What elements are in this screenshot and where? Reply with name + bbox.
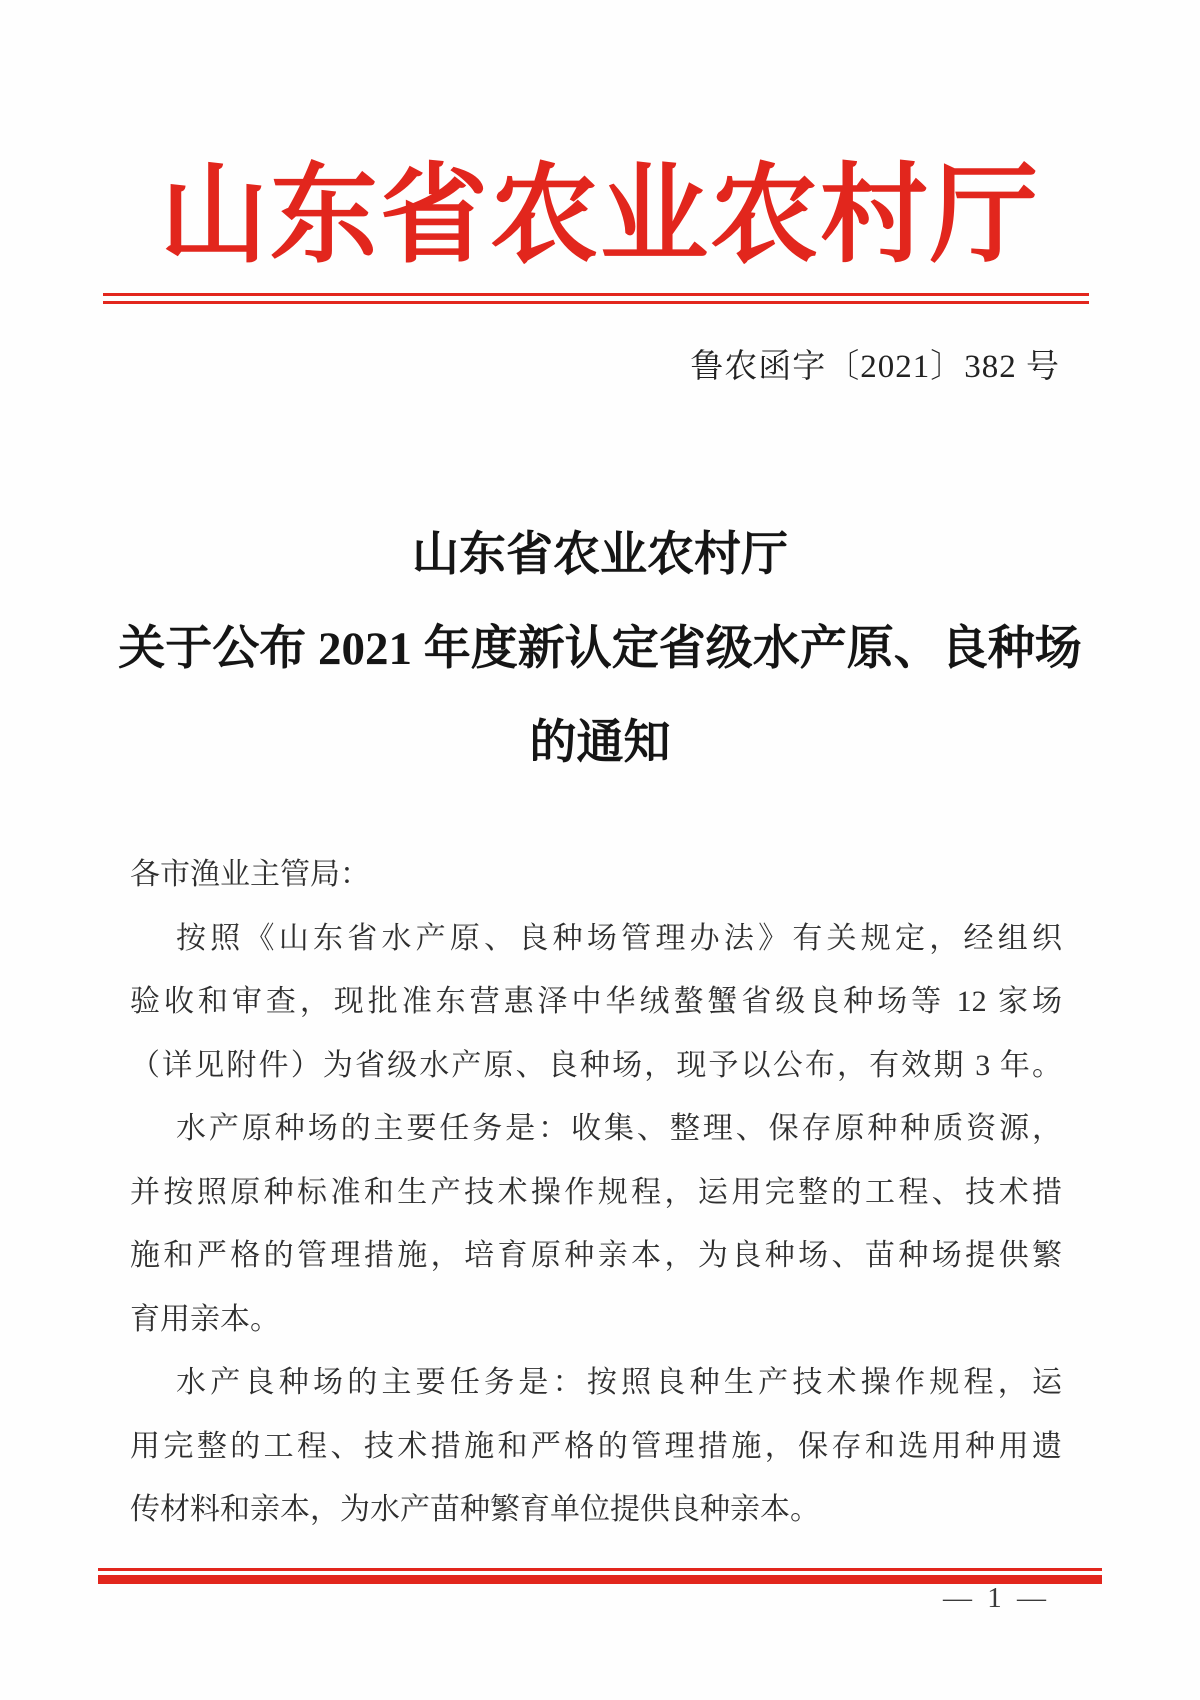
document-title-line-3: 的通知 bbox=[529, 717, 671, 769]
page-number: — 1 — bbox=[943, 1582, 1050, 1614]
body-paragraph-line: 水产原种场的主要任务是：收集、整理、保存原种种质资源， bbox=[176, 1112, 1062, 1145]
letterhead-divider-bottom bbox=[103, 301, 1089, 304]
body-paragraph-line: 按照《山东省水产原、良种场管理办法》有关规定，经组织 bbox=[176, 921, 1062, 955]
document-title-line-1: 山东省农业农村厅 bbox=[412, 529, 788, 581]
agency-letterhead: 山东省农业农村厅 bbox=[159, 157, 1040, 276]
body-paragraph-line: 育用亲本。 bbox=[130, 1302, 280, 1336]
body-paragraph-line: （详见附件）为省级水产原、良种场，现予以公布，有效期 3 年。 bbox=[130, 1048, 1062, 1082]
body-paragraph-line: 水产良种场的主要任务是：按照良种生产技术操作规程，运 bbox=[176, 1366, 1062, 1399]
document-title-line-2: 关于公布 2021 年度新认定省级水产原、良种场 bbox=[118, 623, 1082, 675]
document-number: 鲁农函字〔2021〕382 号 bbox=[690, 349, 1060, 385]
body-paragraph-line: 验收和审查，现批准东营惠泽中华绒螯蟹省级良种场等 12 家场 bbox=[130, 985, 1062, 1018]
document-body bbox=[130, 843, 1062, 1542]
footer-divider-thin bbox=[98, 1568, 1102, 1571]
body-paragraph-line: 用完整的工程、技术措施和严格的管理措施，保存和选用种用遗 bbox=[130, 1429, 1062, 1463]
letterhead-divider-top bbox=[103, 293, 1089, 296]
body-paragraph-line: 施和严格的管理措施，培育原种亲本，为良种场、苗种场提供繁 bbox=[130, 1239, 1062, 1272]
salutation: 各市渔业主管局： bbox=[130, 858, 370, 891]
body-paragraph-line: 并按照原种标准和生产技术操作规程，运用完整的工程、技术措 bbox=[130, 1175, 1062, 1209]
body-paragraph-line: 传材料和亲本，为水产苗种繁育单位提供良种亲本。 bbox=[130, 1493, 820, 1526]
document-title bbox=[0, 508, 1200, 790]
